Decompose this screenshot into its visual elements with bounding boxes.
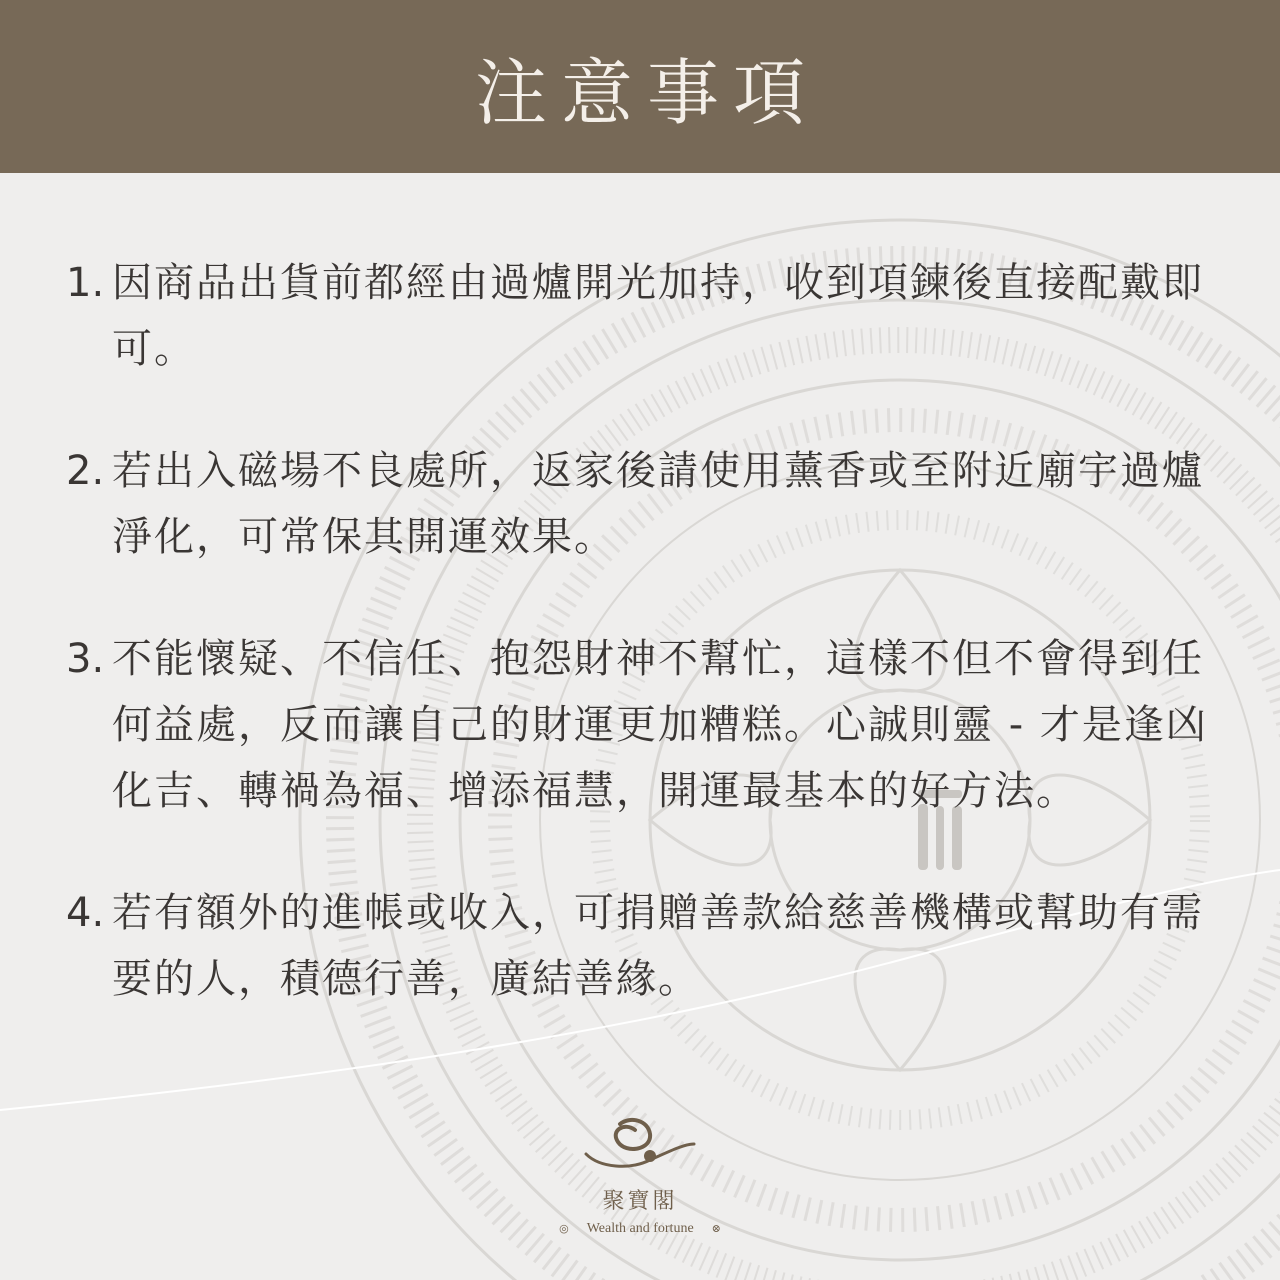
note-text: 不能懷疑、不信任、抱怨財神不幫忙，這樣不但不會得到任何益處，反而讓自己的財運更加糟糕。心誠則靈 - 才是逢凶化吉、轉禍為福、增添福慧，開運最基本的好方法。 bbox=[112, 636, 1208, 814]
note-text: 因商品出貨前都經由過爐開光加持，收到項鍊後直接配戴即可。 bbox=[112, 260, 1204, 372]
note-item-1 bbox=[66, 250, 1236, 382]
note-text: 若有額外的進帳或收入，可捐贈善款給慈善機構或幫助有需要的人，積德行善，廣結善緣。 bbox=[112, 890, 1204, 1002]
brand-logo bbox=[540, 1110, 740, 1260]
note-item-2 bbox=[66, 438, 1236, 570]
note-number: 1. bbox=[66, 260, 105, 306]
header-banner bbox=[0, 0, 1280, 173]
slogan-left-symbol: ◎ bbox=[559, 1223, 569, 1235]
note-text: 若出入磁場不良處所，返家後請使用薰香或至附近廟宇過爐淨化，可常保其開運效果。 bbox=[112, 448, 1204, 560]
brand-name: 聚寶閣 bbox=[602, 1189, 678, 1214]
brand-slogan: Wealth and fortune bbox=[586, 1221, 694, 1236]
notes-list bbox=[66, 250, 1236, 1068]
note-item-4 bbox=[66, 880, 1236, 1012]
brand-slogan-row bbox=[540, 1221, 740, 1237]
note-item-3 bbox=[66, 626, 1236, 824]
note-number: 4. bbox=[66, 890, 105, 936]
slogan-right-symbol: ⊗ bbox=[711, 1223, 721, 1235]
note-number: 2. bbox=[66, 448, 105, 494]
note-number: 3. bbox=[66, 636, 105, 682]
logo-swirl-icon bbox=[580, 1110, 700, 1180]
page-title: 注意事項 bbox=[474, 50, 819, 135]
